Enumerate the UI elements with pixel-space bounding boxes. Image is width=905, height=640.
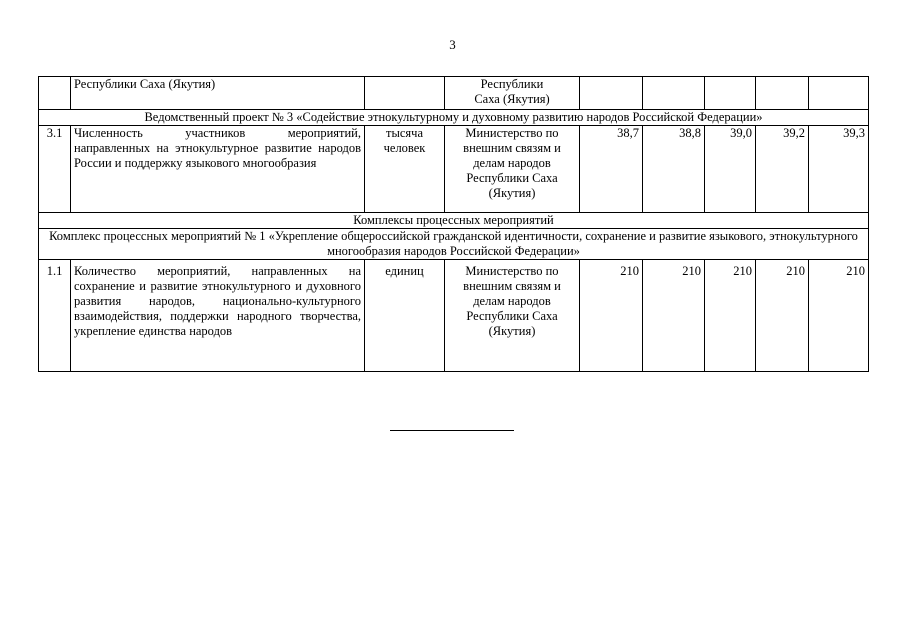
cell-value: 38,8 (643, 126, 705, 213)
cell-value: 210 (580, 260, 643, 372)
cell-value: 210 (756, 260, 809, 372)
cell-indicator-name: Количество мероприятий, направленных на сохранение и развитие этнокультурного и духовного развития народов, национально-культурного взаимодействия, поддержки народного творчества, укрепление единства народов (71, 260, 365, 372)
page-number: 3 (449, 37, 456, 52)
cell-indicator-name: Численность участников мероприятий, направленных на этнокультурное развитие народов России и поддержку языкового многообразия (71, 126, 365, 213)
cell-value: 39,2 (756, 126, 809, 213)
section-row-complex-1 (39, 229, 869, 260)
table-row-3-1 (39, 126, 869, 213)
cell-value (643, 77, 705, 110)
cell-value (580, 77, 643, 110)
section-title: Комплекс процессных мероприятий № 1 «Укрепление общероссийской гражданской идентичности, сохранение и развитие языкового, этнокультурного многообразия народов Российской Федерации» (39, 229, 869, 260)
cell-num: 1.1 (39, 260, 71, 372)
cell-value: 39,3 (809, 126, 869, 213)
cell-unit: тысяча человек (365, 126, 445, 213)
cell-num (39, 77, 71, 110)
cell-value: 210 (643, 260, 705, 372)
cell-indicator-name: Республики Саха (Якутия) (71, 77, 365, 110)
cell-num: 3.1 (39, 126, 71, 213)
table-row-1-1 (39, 260, 869, 372)
section-title: Ведомственный проект № 3 «Содействие этнокультурному и духовному развитию народов Российской Федерации» (39, 110, 869, 126)
cell-value: 210 (705, 260, 756, 372)
cell-unit: единиц (365, 260, 445, 372)
cell-value (756, 77, 809, 110)
cell-unit (365, 77, 445, 110)
cell-responsible: Республики Саха (Якутия) (445, 77, 580, 110)
cell-value: 210 (809, 260, 869, 372)
cell-responsible: Министерство по внешним связям и делам народов Республики Саха (Якутия) (445, 126, 580, 213)
end-separator-line (390, 430, 514, 431)
cell-value: 38,7 (580, 126, 643, 213)
section-row-project-3 (39, 110, 869, 126)
indicators-table (38, 76, 869, 372)
section-title: Комплексы процессных мероприятий (39, 213, 869, 229)
cell-value (705, 77, 756, 110)
section-row-complexes (39, 213, 869, 229)
table-row-continuation (39, 77, 869, 110)
cell-value: 39,0 (705, 126, 756, 213)
cell-responsible: Министерство по внешним связям и делам народов Республики Саха (Якутия) (445, 260, 580, 372)
cell-value (809, 77, 869, 110)
